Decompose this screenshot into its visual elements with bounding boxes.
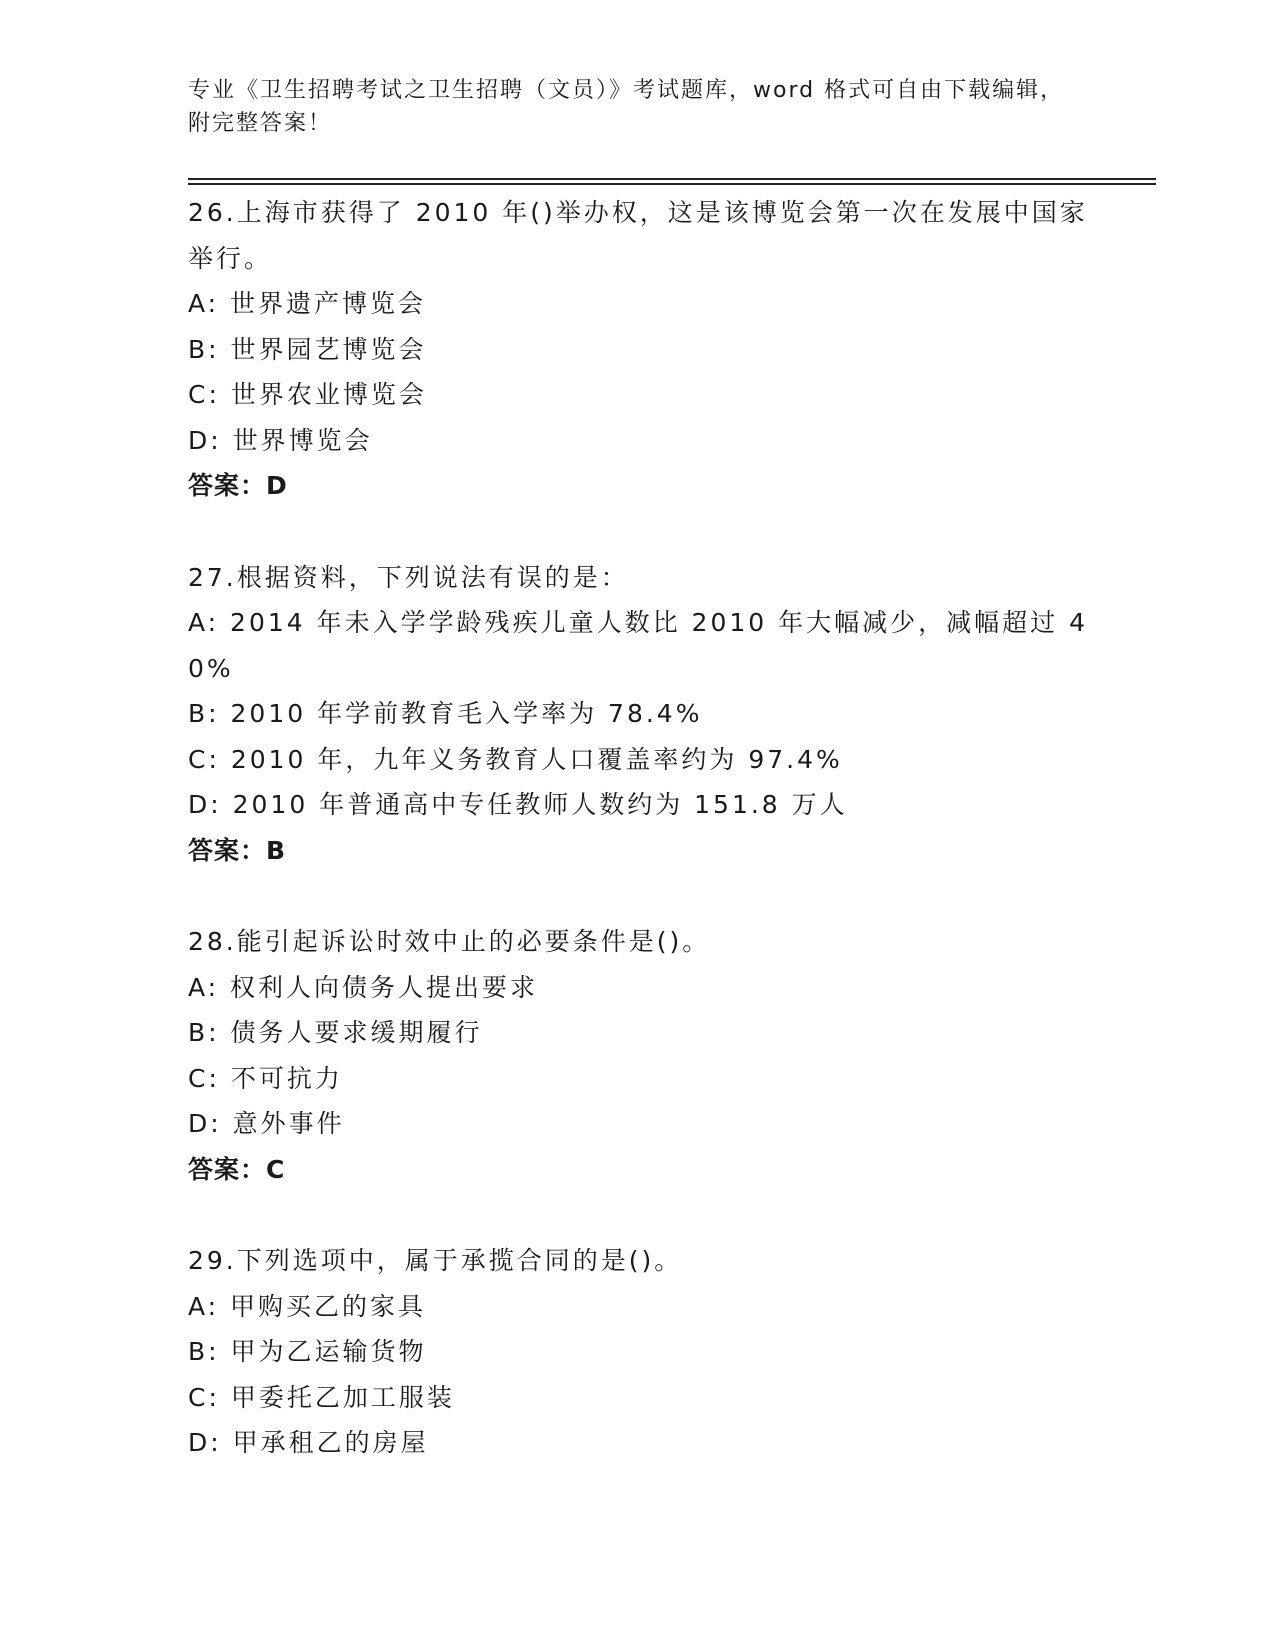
question-26: [188, 190, 1088, 509]
answer-label: 答案：D: [188, 471, 288, 500]
option-c: C: 世界农业博览会: [188, 380, 427, 409]
option-b: B: 世界园艺博览会: [188, 334, 427, 364]
answer-label: 答案：C: [188, 1154, 286, 1184]
option-c: C: 2010 年，九年义务教育人口覆盖率约为 97.4%: [188, 744, 843, 774]
question-stem: 26.上海市获得了 2010 年()举办权，这是该博览会第一次在发展中国家举行。: [188, 198, 1088, 273]
option-a: A: 世界遗产博览会: [188, 289, 427, 318]
option-b: B: 2010 年学前教育毛入学率为 78.4%: [188, 699, 703, 728]
option-d: D: 2010 年普通高中专任教师人数约为 151.8 万人: [188, 790, 848, 819]
question-list: [188, 190, 1088, 1512]
option-a: A: 2014 年未入学学龄残疾儿童人数比 2010 年大幅减少，减幅超过 40%: [188, 608, 1088, 683]
option-d: D: 世界博览会: [188, 425, 373, 455]
document-header: 专业《卫生招聘考试之卫生招聘（文员）》考试题库，word 格式可自由下载编辑，附完整答案！: [188, 78, 1065, 136]
question-28: [188, 919, 1088, 1192]
option-b: B: 甲为乙运输货物: [188, 1337, 427, 1366]
header-divider-top: [188, 178, 1156, 180]
question-27: [188, 555, 1088, 874]
question-stem: 29.下列选项中，属于承揽合同的是()。: [188, 1246, 683, 1275]
option-b: B: 债务人要求缓期履行: [188, 1018, 483, 1047]
option-a: A: 权利人向债务人提出要求: [188, 972, 539, 1002]
answer-label: 答案：B: [188, 835, 287, 865]
option-c: C: 甲委托乙加工服装: [188, 1382, 455, 1412]
option-c: C: 不可抗力: [188, 1063, 343, 1093]
header-divider-bottom: [188, 183, 1156, 185]
question-stem: 28.能引起诉讼时效中止的必要条件是()。: [188, 927, 711, 956]
option-a: A: 甲购买乙的家具: [188, 1291, 427, 1321]
question-29: [188, 1238, 1088, 1466]
option-d: D: 意外事件: [188, 1109, 345, 1138]
question-stem: 27.根据资料，下列说法有误的是：: [188, 562, 629, 592]
option-d: D: 甲承租乙的房屋: [188, 1428, 429, 1457]
